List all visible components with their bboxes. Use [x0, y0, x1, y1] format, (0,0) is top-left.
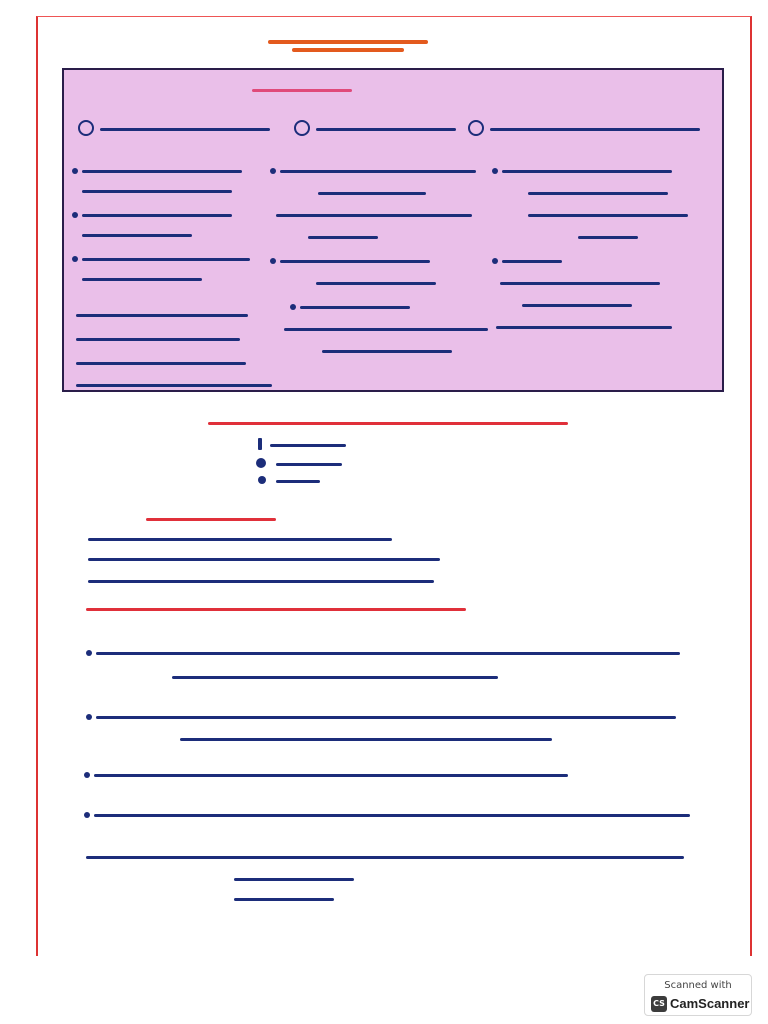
list-number: [258, 438, 262, 450]
ink-line: [82, 170, 242, 173]
formula-line: [88, 538, 392, 541]
label-stroke: [316, 128, 456, 131]
bullet: [86, 650, 92, 656]
list-heading: [208, 422, 568, 425]
heading-stroke: [252, 89, 352, 92]
ink-line: [276, 214, 472, 217]
ink-line: [502, 260, 562, 263]
label-stroke: [490, 128, 700, 131]
summary-box-heading: [252, 84, 352, 98]
bullet: [270, 258, 276, 264]
scanned-with-text: Scanned with: [664, 980, 732, 991]
ink-line: [322, 350, 452, 353]
bullet: [84, 812, 90, 818]
ink-line: [522, 304, 632, 307]
camscanner-brand-text: CamScanner: [670, 996, 750, 1011]
subheading: [146, 518, 276, 521]
bullet: [270, 168, 276, 174]
ink-line: [82, 214, 232, 217]
column-3-text: [492, 162, 712, 332]
ink-line: [496, 326, 672, 329]
ink-line: [318, 192, 426, 195]
label-stroke: [100, 128, 270, 131]
title-stroke: [292, 48, 404, 52]
bullet: [86, 714, 92, 720]
title-stroke: [268, 40, 428, 44]
ink-line: [578, 236, 638, 239]
bullet: [492, 258, 498, 264]
ink-line: [502, 170, 672, 173]
list-item: [276, 463, 342, 466]
column-label-3: [468, 120, 708, 140]
column-1-text: [72, 162, 272, 388]
ink-line: [82, 234, 192, 237]
ink-line: [76, 314, 248, 317]
camscanner-logo-icon: CS: [651, 996, 667, 1012]
ink-line: [528, 214, 688, 217]
point-line: [172, 676, 498, 679]
bullet: [84, 772, 90, 778]
point-line: [96, 716, 676, 719]
summary-box: [62, 68, 724, 392]
ink-line: [76, 384, 272, 387]
ink-line: [82, 278, 202, 281]
bullet: [72, 256, 78, 262]
number-circle: [468, 120, 484, 136]
number-circle: [78, 120, 94, 136]
column-label-1: [78, 120, 278, 140]
ink-line: [316, 282, 436, 285]
bullet: [72, 212, 78, 218]
point-line: [94, 814, 690, 817]
ink-line: [280, 260, 430, 263]
bullet: [72, 168, 78, 174]
column-2-text: [270, 162, 490, 352]
ink-line: [76, 338, 240, 341]
list-item: [270, 444, 346, 447]
formula-line: [88, 580, 434, 583]
point-line: [94, 774, 568, 777]
ink-line: [284, 328, 488, 331]
formula-line: [88, 558, 440, 561]
number-circle: [294, 120, 310, 136]
bullet: [290, 304, 296, 310]
column-label-2: [294, 120, 464, 140]
section-heading: [86, 608, 466, 611]
point-line: [96, 652, 680, 655]
ink-line: [82, 258, 250, 261]
point-line: [86, 856, 684, 859]
ink-line: [308, 236, 378, 239]
ink-line: [76, 362, 246, 365]
point-line: [234, 898, 334, 901]
ink-line: [280, 170, 476, 173]
list-number: [256, 458, 266, 468]
page-title: [268, 32, 428, 60]
point-line: [180, 738, 552, 741]
point-line: [234, 878, 354, 881]
ink-line: [300, 306, 410, 309]
ink-line: [500, 282, 660, 285]
list-number: [258, 476, 266, 484]
list-item: [276, 480, 320, 483]
ink-line: [82, 190, 232, 193]
camscanner-badge: [644, 974, 752, 1016]
ink-line: [528, 192, 668, 195]
bullet: [492, 168, 498, 174]
